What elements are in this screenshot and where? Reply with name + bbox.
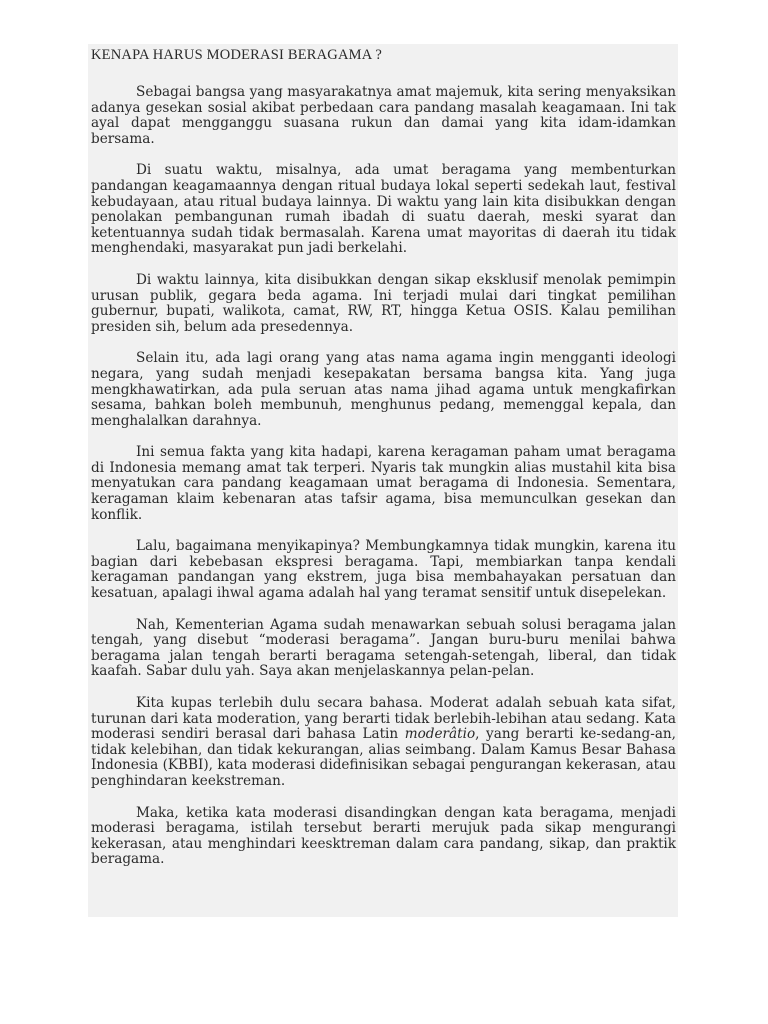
paragraph-5: Ini semua fakta yang kita hadapi, karena keragaman paham umat beragama di Indonesia memang amat tak terperi. Nyaris tak mungkin alias mustahil kita bisa menyatukan cara pandang keagamaan umat beragama di Indonesia. Sementara, keragaman klaim kebenaran atas tafsir agama, bisa memunculkan gesekan dan konflik. (91, 444, 676, 523)
paragraph-8-text-a: Kita kupas terlebih dulu secara bahasa. Moderat adalah sebuah kata sifat, turunan dari kata moderation, yang berarti tidak berlebih-lebihan atau sedang. Kata moderasi sendiri berasal dari bahasa Latin (91, 695, 676, 743)
paragraph-4: Selain itu, ada lagi orang yang atas nama agama ingin mengganti ideologi negara, yang sudah menjadi kesepakatan bersama bangsa kita. Yang juga mengkhawatirkan, ada pula seruan atas nama jihad agama untuk mengkafirkan sesama, bahkan boleh membunuh, menghunus pedang, memenggal kepala, dan menghalalkan darahnya. (91, 350, 676, 429)
paragraph-9: Maka, ketika kata moderasi disandingkan dengan kata beragama, menjadi moderasi beragama, istilah tersebut berarti merujuk pada sikap mengurangi kekerasan, atau menghindari keesktreman dalam cara pandang, sikap, dan praktik beragama. (91, 804, 676, 868)
paragraph-8-text-b: , yang berarti ke-sedang-an, tidak kelebihan, dan tidak kekurangan, alias seimbang. Dalam Kamus Besar Bahasa Indonesia (KBBI), kata moderasi didefinisikan sebagai pengurangan kekerasan, atau penghindaran keekstreman. (91, 726, 677, 789)
paragraph-7: Nah, Kementerian Agama sudah menawarkan sebuah solusi beragama jalan tengah, yang disebut “moderasi beragama”. Jangan buru-buru menilai bahwa beragama jalan tengah berarti beragama setengah-setengah, liberal, dan tidak kaafah. Sabar dulu yah. Saya akan menjelaskannya pelan-pelan. (91, 616, 676, 680)
latin-term: moderâtio (404, 726, 476, 743)
paragraph-3: Di waktu lainnya, kita disibukkan dengan sikap eksklusif menolak pemimpin urusan publik, gegara beda agama. Ini terjadi mulai dari tingkat pemilihan gubernur, bupati, walikota, camat, RW, RT, hingga Ketua OSIS. Kalau pemilihan presiden sih, belum ada presedennya. (91, 271, 676, 335)
paragraph-6: Lalu, bagaimana menyikapinya? Membungkamnya tidak mungkin, karena itu bagian dari kebebasan ekspresi beragama. Tapi, membiarkan tanpa kendali keragaman pandangan yang ekstrem, juga bisa membahayakan persatuan dan kesatuan, apalagi ihwal agama adalah hal yang teramat sensitif untuk disepelekan. (91, 538, 676, 602)
paragraph-2: Di suatu waktu, misalnya, ada umat beragama yang membenturkan pandangan keagamaannya dengan ritual budaya lokal seperti sedekah laut, festival kebudayaan, atau ritual budaya lainnya. Di waktu yang lain kita disibukkan dengan penolakan pembangunan rumah ibadah di suatu daerah, meski syarat dan ketentuannya sudah tidak bermasalah. Karena umat mayoritas di daerah itu tidak menghendaki, masyarakat pun jadi berkelahi. (91, 162, 676, 257)
document-title: KENAPA HARUS MODERASI BERAGAMA ? (91, 47, 383, 63)
document-body (91, 44, 676, 884)
paragraph-1: Sebagai bangsa yang masyarakatnya amat majemuk, kita sering menyaksikan adanya gesekan sosial akibat perbedaan cara pandang masalah keagamaan. Ini tak ayal dapat mengganggu suasana rukun dan damai yang kita idam-idamkan bersama. (91, 84, 676, 147)
paragraph-8 (91, 696, 676, 790)
